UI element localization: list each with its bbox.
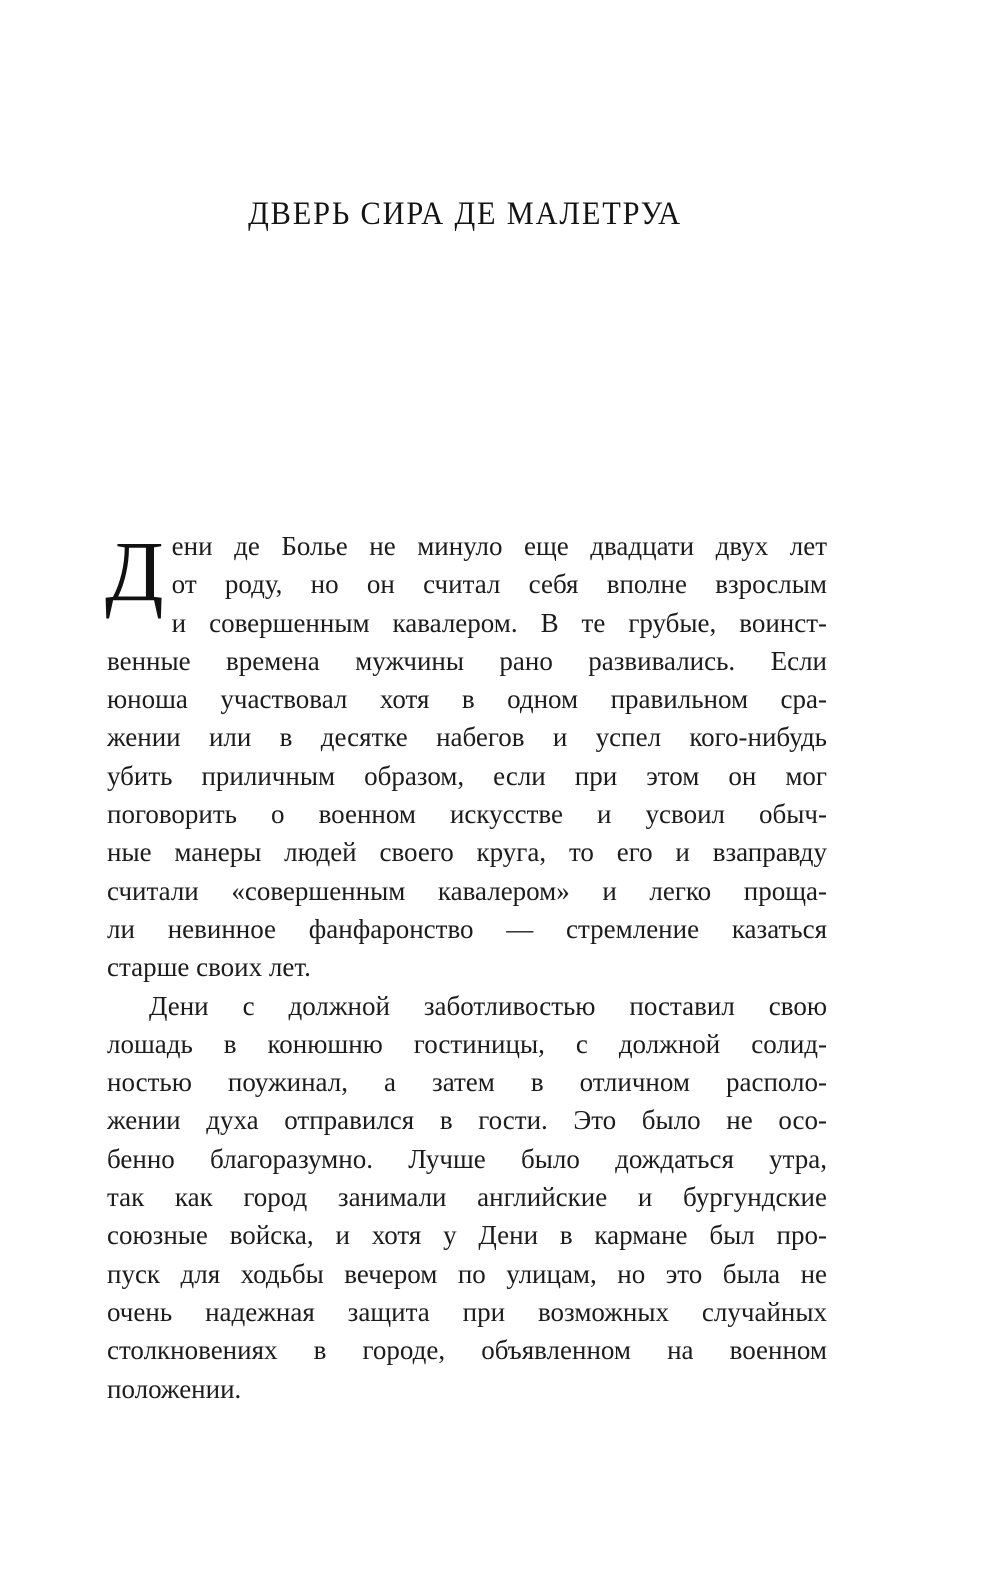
text-line: ные манеры людей своего круга, то его и взаправду <box>107 837 827 868</box>
text-line: венные времена мужчины рано развивались. Если <box>107 645 827 676</box>
text-line: бенно благоразумно. Лучше было дождаться утра, <box>107 1143 827 1174</box>
text-line: ени де Болье не минуло еще двадцати двух лет <box>171 531 827 561</box>
text-line: Дени с должной заботливостью поставил свою <box>149 990 827 1021</box>
text-line-indented <box>107 987 827 1025</box>
text-line: и совершенным кавалером. В те грубые, воинст- <box>171 607 827 638</box>
chapter-title: ДВЕРЬ СИРА ДЕ МАЛЕТРУА <box>248 196 682 232</box>
text-line: положении. <box>107 1373 242 1404</box>
text-line: ностью поужинал, а затем в отличном располо- <box>107 1067 827 1098</box>
text-line: столкновениях в городе, объявленном на военном <box>107 1335 827 1366</box>
text-line: считали «совершенным кавалером» и легко проща- <box>107 875 827 906</box>
text-line: пуск для ходьбы вечером по улицам, но это была не <box>107 1258 827 1289</box>
text-line: старше своих лет. <box>107 952 311 983</box>
chapter-body <box>105 523 827 1408</box>
text-line: союзные войска, и хотя у Дени в кармане был про- <box>107 1220 827 1251</box>
text-line: жении духа отправился в гости. Это было не осо- <box>107 1105 827 1136</box>
text-line: очень надежная защита при возможных случайных <box>107 1296 827 1327</box>
text-line: от роду, но он считал себя вполне взрослым <box>171 569 827 600</box>
paragraph-2 <box>107 987 827 1408</box>
text-line: так как город занимали английские и бургундские <box>107 1182 827 1213</box>
text-line: юноша участвовал хотя в одном правильном сра- <box>107 684 827 715</box>
drop-cap: Д <box>105 523 164 619</box>
text-line: ли невинное фанфаронство — стремление казаться <box>107 913 827 944</box>
text-line: лошадь в конюшню гостиницы, с должной солид- <box>107 1028 827 1059</box>
text-line: поговорить о военном искусстве и усвоил обыч- <box>107 799 827 830</box>
text-line: убить приличным образом, если при этом он мог <box>107 760 827 791</box>
text-line: жении или в десятке набегов и успел кого-нибудь <box>107 722 827 753</box>
paragraph-1 <box>105 523 827 987</box>
